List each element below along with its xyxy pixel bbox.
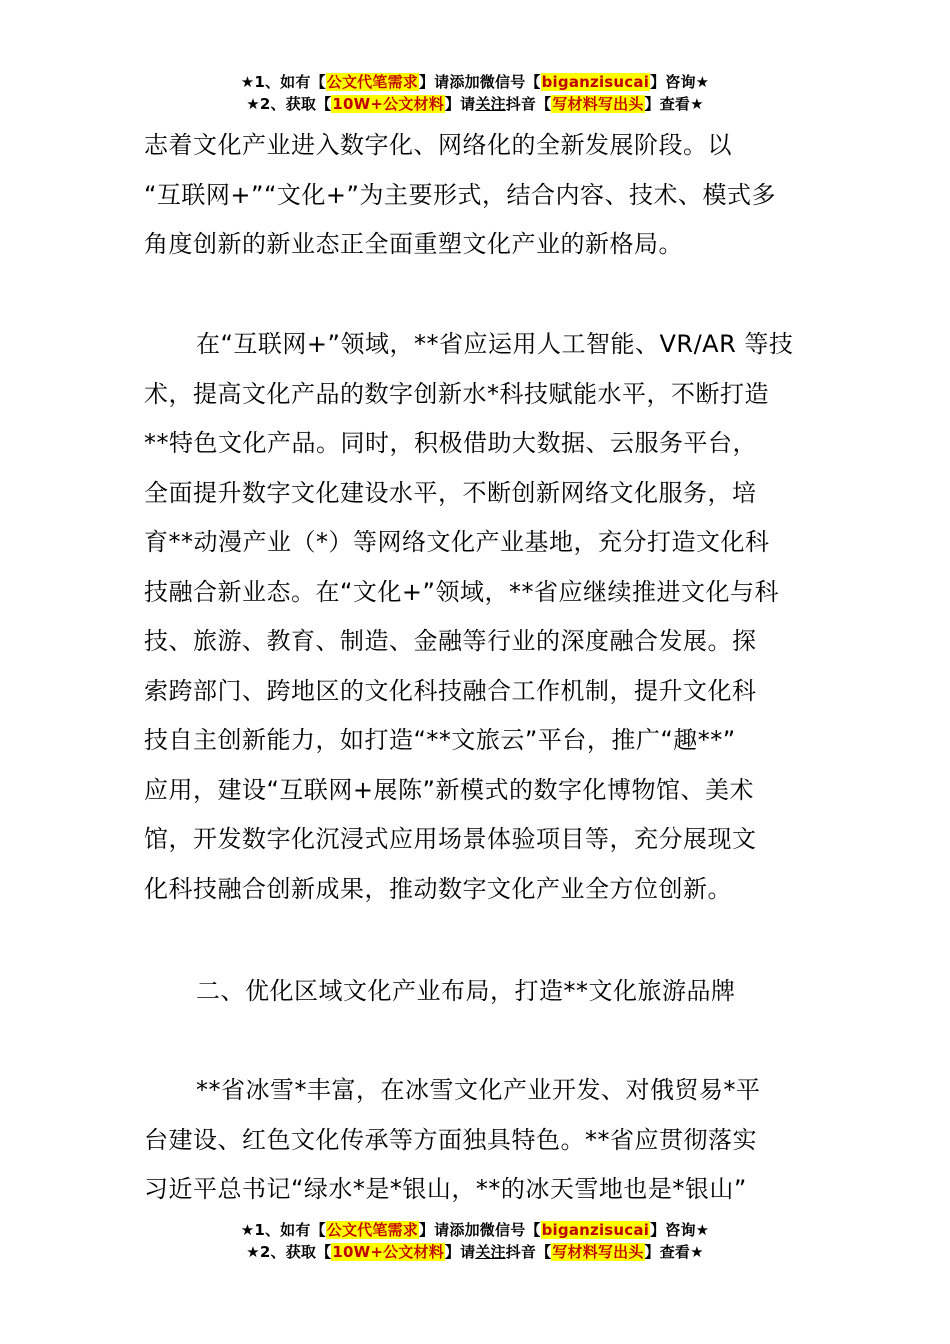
banner-line-1 (0, 1219, 950, 1241)
banner-text: ★2、获取【 (246, 1243, 332, 1261)
banner-text: 】请 (444, 95, 476, 113)
text-line: 技融合新业态。在“文化+”领域，**省应继续推进文化与科 (144, 577, 779, 606)
highlight-service: 公文代笔需求 (326, 1221, 418, 1239)
text-line: 技、旅游、教育、制造、金融等行业的深度融合发展。探 (144, 627, 757, 655)
text-line: 应用，建设“互联网+展陈”新模式的数字化博物馆、美术 (144, 775, 754, 804)
text-line: 习近平总书记“绿水*是*银山，**的冰天雪地也是*银山” (144, 1175, 747, 1203)
paragraph-3 (144, 1066, 806, 1215)
banner-text: 加 (464, 1221, 480, 1239)
text-line: 馆，开发数字化沉浸式应用场景体验项目等，充分展现文 (144, 825, 757, 853)
banner-text: 】请添 (418, 73, 465, 91)
text-line: 索跨部门、跨地区的文化科技融合工作机制，提升文化科 (144, 676, 757, 705)
banner-text: 】请 (444, 1243, 476, 1261)
highlight-materials: 10W+公文材料 (332, 1243, 444, 1261)
banner-text: 抖音【 (505, 95, 552, 113)
banner-text: ★2、获取【 (246, 95, 332, 113)
banner-text: 】咨询★ (650, 1221, 710, 1239)
text-line: 技自主创新能力，如打造“**文旅云”平台，推广“趣**” (144, 726, 736, 754)
highlight-douyin-account: 写材料写出头 (552, 95, 644, 113)
section-heading (144, 967, 806, 1017)
text-line: “互联网+”“文化+”为主要形式，结合内容、技术、模式多 (144, 180, 776, 209)
text-line: 术，提高文化产品的数字创新水*科技赋能水平，不断打造 (144, 379, 769, 408)
paragraph-2 (144, 320, 806, 914)
banner-text: 】咨询★ (650, 73, 710, 91)
banner-text: 抖音【 (505, 1243, 552, 1261)
banner-text: 加 (464, 73, 480, 91)
banner-text-underlined: 关注 (475, 1243, 506, 1261)
text-line: 台建设、红色文化传承等方面独具特色。**省应贯彻落实 (144, 1125, 757, 1154)
highlight-wechat-id: biganzisucai (541, 73, 650, 91)
highlight-materials: 10W+公文材料 (332, 95, 444, 113)
text-line: 全面提升数字文化建设水平，不断创新网络文化服务，培 (144, 478, 757, 507)
text-line: 在“互联网+”领域，**省应运用人工智能、VR/AR 等技 (196, 330, 794, 358)
banner-line-2 (0, 1241, 950, 1263)
text-line: **特色文化产品。同时，积极借助大数据、云服务平台， (144, 429, 757, 457)
banner-line-2 (0, 93, 950, 115)
banner-text: 】查看★ (644, 1243, 704, 1261)
banner-text: ★1、如有【 (240, 73, 326, 91)
banner-text: 微信号【 (479, 73, 541, 91)
highlight-service: 公文代笔需求 (326, 73, 418, 91)
highlight-wechat-id: biganzisucai (541, 1221, 650, 1239)
banner-text: 】查看★ (644, 95, 704, 113)
text-line: 志着文化产业进入数字化、网络化的全新发展阶段。以 (144, 131, 732, 159)
text-line: 育**动漫产业（*）等网络文化产业基地，充分打造文化科 (144, 528, 770, 556)
banner-line-1 (0, 71, 950, 93)
text-line: 角度创新的新业态正全面重塑文化产业的新格局。 (144, 230, 683, 258)
banner-text: ★1、如有【 (240, 1221, 326, 1239)
highlight-douyin-account: 写材料写出头 (552, 1243, 644, 1261)
heading-text: 二、优化区域文化产业布局，打造**文化旅游品牌 (196, 977, 736, 1005)
top-banner (0, 71, 950, 115)
banner-text-underlined: 关注 (475, 95, 506, 113)
bottom-banner (0, 1219, 950, 1263)
paragraph-1 (144, 121, 806, 270)
text-line: **省冰雪*丰富，在冰雪文化产业开发、对俄贸易*平 (196, 1076, 761, 1104)
banner-text: 】请添 (418, 1221, 465, 1239)
text-line: 化科技融合创新成果，推动数字文化产业全方位创新。 (144, 874, 732, 903)
banner-text: 微信号【 (479, 1221, 541, 1239)
